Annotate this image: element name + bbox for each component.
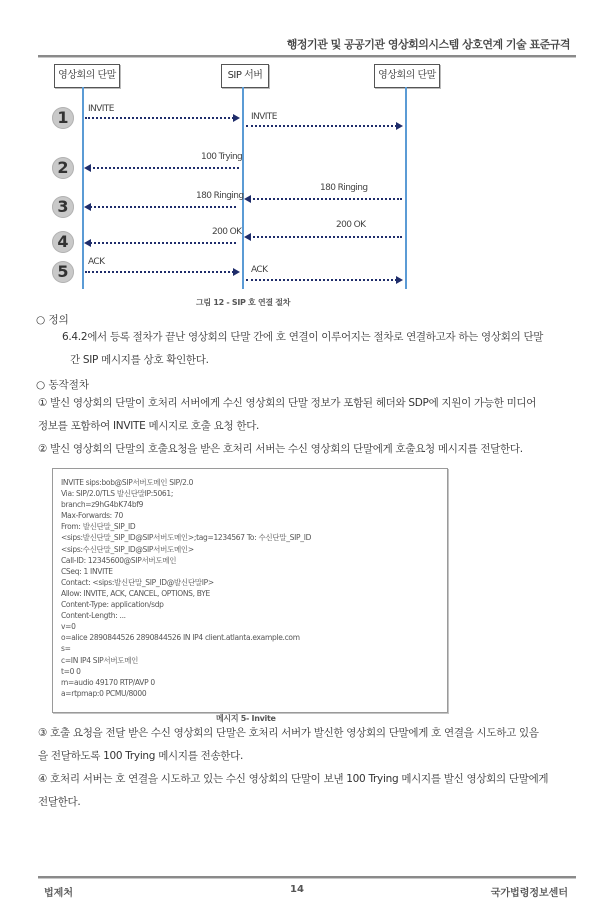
code-line: Content-Type: application/sdp	[61, 600, 164, 610]
step-badge-5: 5	[52, 261, 74, 283]
code-line: Call-ID: 12345600@SIP서버도메인	[61, 555, 177, 565]
code-line: Allow: INVITE, ACK, CANCEL, OPTIONS, BYE	[61, 588, 210, 598]
arrow-180-ringing-callee-to-server	[246, 198, 402, 200]
actor-caller-terminal: 영상회의 단말	[54, 64, 120, 88]
message-label-100-trying: 100 Trying	[201, 152, 243, 162]
arrow-invite-server-to-callee	[246, 125, 401, 127]
actor-sip-server: SIP 서버	[221, 64, 269, 88]
message-label-invite-1: INVITE	[88, 104, 114, 114]
code-line: Max-Forwards: 70	[61, 511, 123, 521]
code-line: From: 발신단말_SIP_ID	[61, 522, 136, 532]
code-line: c=IN IP4 SIP서버도메인	[61, 655, 139, 665]
code-line: CSeq: 1 INVITE	[61, 566, 113, 576]
step-badge-4: 4	[52, 231, 74, 253]
code-line: <sips:발신단말_SIP_ID@SIP서버도메인>;tag=1234567 To: 수신단말_SIP_ID	[61, 533, 312, 543]
message-label-invite-2: INVITE	[251, 112, 277, 122]
message-label-180-ringing-2: 180 Ringing	[320, 183, 368, 193]
arrow-invite-caller-to-server	[85, 117, 238, 119]
section-heading-definition: ○ 정의	[36, 314, 69, 326]
figure-caption: 그림 12 - SIP 호 연결 절차	[196, 298, 291, 307]
code-line: v=0	[61, 622, 76, 632]
code-line: t=0 0	[61, 666, 81, 676]
lifeline-caller	[82, 87, 84, 289]
page-number: 14	[290, 884, 304, 895]
arrow-ack-caller-to-server	[85, 271, 238, 273]
procedure-step-4-line-1: ④ 호처리 서버는 호 연결을 시도하고 있는 수신 영상회의 단말이 보낸 100 Trying 메시지를 발신 영상회의 단말에게	[38, 773, 549, 785]
code-line: Via: SIP/2.0/TLS 발신단말IP:5061;	[61, 489, 174, 499]
message-label-ack-1: ACK	[88, 257, 105, 267]
procedure-step-3-line-1: ③ 호출 요청을 전달 받은 수신 영상회의 단말은 호처리 서버가 발신한 영상회의 단말에게 호 연결을 시도하고 있음	[38, 727, 539, 739]
footer-right-source: 국가법령정보센터	[490, 888, 568, 899]
document-header-title: 행정기관 및 공공기관 영상회의시스템 상호연계 기술 표준규격	[286, 38, 570, 51]
lifeline-sip-server	[242, 87, 244, 289]
arrow-ack-server-to-callee	[246, 279, 401, 281]
message-label-ack-2: ACK	[251, 265, 268, 275]
message-caption: 메시지 5- Invite	[216, 714, 276, 723]
actor-callee-terminal: 영상회의 단말	[374, 64, 440, 88]
code-line: INVITE sips:bob@SIP서버도메인 SIP/2.0	[61, 478, 194, 487]
code-line: branch=z9hG4bK74bf9	[61, 500, 144, 510]
code-line: a=rtpmap:0 PCMU/8000	[61, 688, 147, 698]
definition-line-1: 6.4.2에서 등록 절차가 끝난 영상회의 단말 간에 호 연결이 이루어지는 절차로 연결하고자 하는 영상회의 단말	[62, 331, 544, 343]
procedure-step-3-line-2: 을 전달하도록 100 Trying 메시지를 전송한다.	[38, 750, 244, 762]
code-line: Contact: <sips:발신단말_SIP_ID@발신단말IP>	[61, 577, 214, 587]
message-label-200-ok-1: 200 OK	[212, 227, 242, 237]
arrow-180-ringing-server-to-caller	[86, 206, 236, 208]
step-badge-3: 3	[52, 196, 74, 218]
procedure-step-1-line-2: 정보를 포함하여 INVITE 메시지로 호출 요청 한다.	[38, 420, 260, 432]
section-heading-procedure: ○ 동작절차	[36, 379, 90, 391]
step-badge-2: 2	[52, 157, 74, 179]
code-line: m=audio 49170 RTP/AVP 0	[61, 677, 155, 687]
code-line: o=alice 2890844526 2890844526 IN IP4 client.atlanta.example.com	[61, 633, 300, 643]
sip-call-sequence-diagram	[0, 0, 610, 320]
message-label-200-ok-2: 200 OK	[336, 220, 366, 230]
code-line: Content-Length: ...	[61, 611, 126, 621]
code-line: <sips:수신단말_SIP_ID@SIP서버도메인>	[61, 544, 194, 554]
code-line: s=	[61, 644, 71, 654]
procedure-step-2: ② 발신 영상회의 단말의 호출요청을 받은 호처리 서버는 수신 영상회의 단말에게 호출요청 메시지를 전달한다.	[38, 443, 523, 455]
definition-line-2: 간 SIP 메시지를 상호 확인한다.	[70, 354, 209, 366]
procedure-step-1-line-1: ① 발신 영상회의 단말이 호처리 서버에게 수신 영상회의 단말 정보가 포함된 헤더와 SDP에 지원이 가능한 미디어	[38, 397, 537, 409]
step-badge-1: 1	[52, 107, 74, 129]
message-label-180-ringing-1: 180 Ringing	[196, 191, 244, 201]
arrow-200-ok-callee-to-server	[246, 236, 402, 238]
arrow-100-trying-server-to-caller	[86, 167, 239, 169]
procedure-step-4-line-2: 전달한다.	[38, 796, 81, 808]
sip-invite-message-box	[52, 468, 448, 713]
footer-divider	[38, 876, 576, 879]
arrow-200-ok-server-to-caller	[86, 242, 236, 244]
lifeline-callee	[405, 87, 407, 289]
footer-left-publisher: 법제처	[44, 888, 73, 899]
sip-invite-message-lines	[61, 477, 311, 699]
